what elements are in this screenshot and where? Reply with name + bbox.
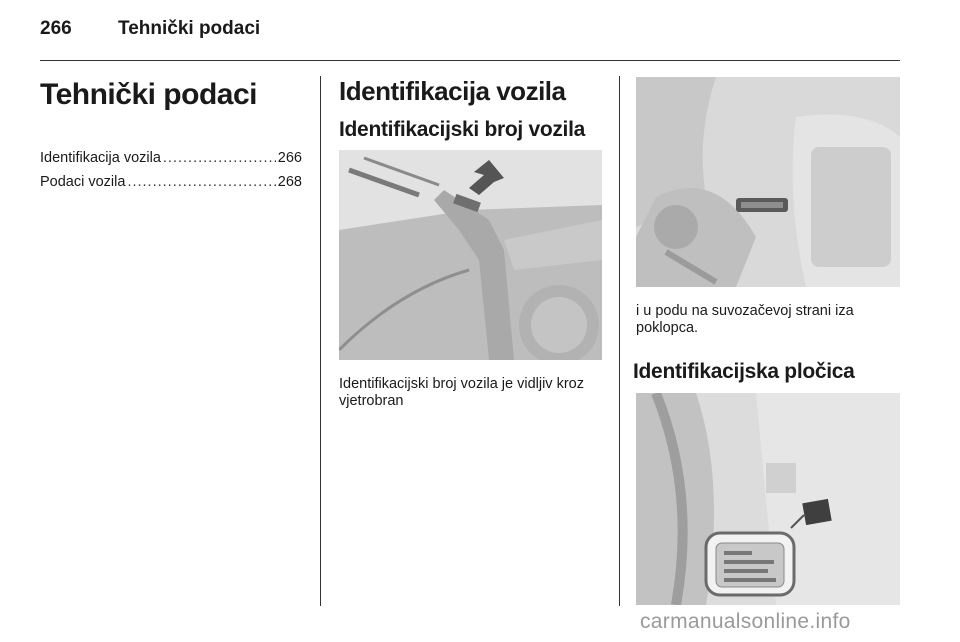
header-divider (40, 60, 900, 61)
page-number: 266 (40, 18, 72, 39)
figure2-caption: i u podu na suvozačevoj strani iza poklopca. (636, 303, 854, 336)
column-divider (320, 76, 321, 606)
identification-plate-figure (636, 393, 900, 605)
table-of-contents (40, 150, 302, 198)
toc-entry[interactable] (40, 174, 302, 198)
toc-entry-label: Podaci vozila (40, 174, 126, 190)
toc-entry-page: 268 (277, 174, 302, 190)
column-divider (619, 76, 620, 606)
section-title: Identifikacija vozila (339, 76, 566, 106)
subsection-title: Identifikacijski broj vozila (339, 118, 586, 141)
toc-entry[interactable] (40, 150, 302, 174)
toc-leader-dots (127, 174, 275, 190)
toc-leader-dots (163, 150, 276, 166)
figure1-caption: Identifikacijski broj vozila je vidljiv kroz vjetrobran (339, 376, 584, 409)
running-title: Tehnički podaci (118, 18, 261, 39)
watermark: carmanualsonline.info (640, 610, 851, 633)
vin-floor-figure (636, 77, 900, 287)
toc-entry-label: Identifikacija vozila (40, 150, 161, 166)
chapter-title: Tehnički podaci (40, 78, 257, 111)
vin-windshield-figure (339, 150, 602, 360)
toc-entry-page: 266 (277, 150, 302, 166)
plate-subsection-title: Identifikacijska pločica (633, 360, 855, 383)
